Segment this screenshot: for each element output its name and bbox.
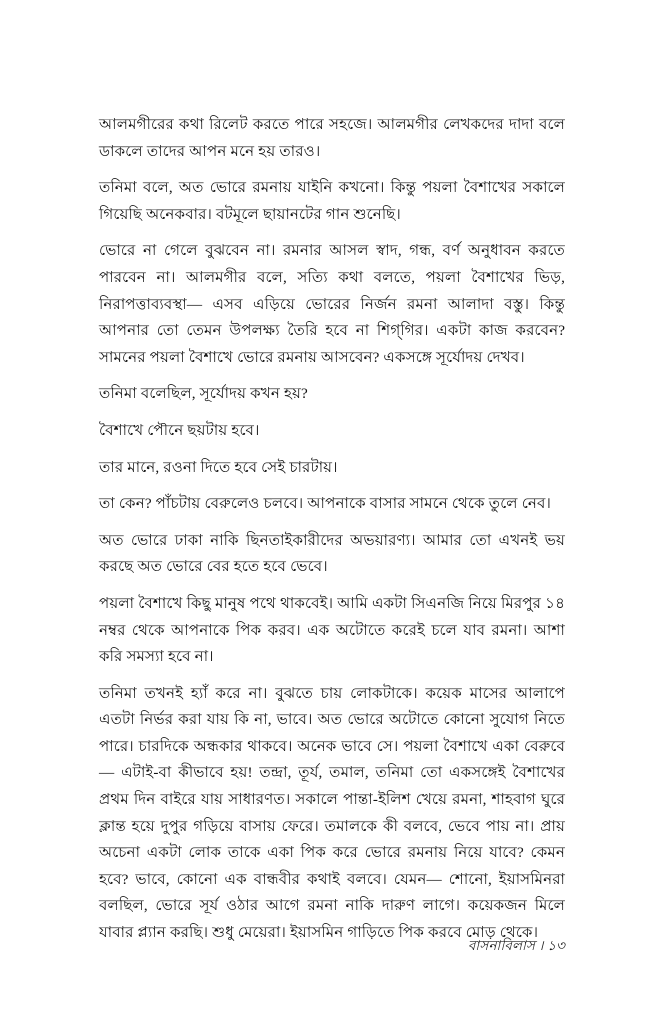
page-footer: বাসনাবিলাস । ১৩ [467,938,565,953]
paragraph: পয়লা বৈশাখে কিছু মানুষ পথে থাকবেই। আমি একটা সিএনজি নিয়ে মিরপুর ১৪ নম্বর থেকে আপনাকে পিক করব। এক অটোতে করেই চলে যাব রমনা। আশা করি সমস্যা হবে না। [99,594,565,666]
paragraph: অত ভোরে ঢাকা নাকি ছিনতাইকারীদের অভয়ারণ্য। আমার তো এখনই ভয় করছে অত ভোরে বের হতে হবে ভেবে। [99,531,565,576]
paragraph: ভোরে না গেলে বুঝবেন না। রমনার আসল স্বাদ, গন্ধ, বর্ণ অনুধাবন করতে পারবেন না। আলমগীর বলে, সত্যি কথা বলতে, পয়লা বৈশাখের ভিড়, নিরাপত্তাব্যবস্থা— এসব এড়িয়ে ভোরের নির্জন রমনা আলাদা বস্তু। কিন্তু আপনার তো তেমন উপলক্ষ্য তৈরি হবে না শিগ্‌গির। একটা কাজ করবেন? সামনের পয়লা বৈশাখে ভোরে রমনায় আসবেন? একসঙ্গে সূর্যোদয় দেখব। [99,242,565,366]
paragraph: তনিমা বলে, অত ভোরে রমনায় যাইনি কখনো। কিন্তু পয়লা বৈশাখের সকালে গিয়েছি অনেকবার। বটমূলে ছায়ানটের গান শুনেছি। [99,179,565,223]
paragraph: তা কেন? পাঁচটায় বেরুলেও চলবে। আপনাকে বাসার সামনে থেকে তুলে নেব। [99,495,551,513]
paragraph: তনিমা তখনই হ্যাঁ করে না। বুঝতে চায় লোকটাকে। কয়েক মাসের আলাপে এতটা নির্ভর করা যায় কি না, ভাবে। অত ভোরে অটোতে কোনো সুযোগ নিতে পারে। চারদিকে অন্ধকার থাকবে। অনেক ভাবে সে। পয়লা বৈশাখে একা বেরুবে— এটাই-বা কীভাবে হয়! তন্দ্রা, তূর্য, তমাল, তনিমা তো একসঙ্গেই বৈশাখের প্রথম দিন বাইরে যায় সাধারণত। সকালে পান্তা-ইলিশ খেয়ে রমনা, শাহবাগ ঘুরে ক্লান্ত হয়ে দুপুর গড়িয়ে বাসায় ফেরে। তমালকে কী বলবে, ভেবে পায় না। প্রায় অচেনা একটা লোক তাকে একা পিক করে ভোরে রমনায় নিয়ে যাবে? কেমন হবে? ভাবে, কোনো এক বান্ধবীর কথাই বলবে। যেমন— শোনো, ইয়াসমিনরা বলছিল, ভোরে সূর্য ওঠার আগে রমনা নাকি দারুণ লাগে। কয়েকজন মিলে যাবার প্ল্যান করছি। শুধু মেয়েরা। ইয়াসমিন গাড়িতে পিক করবে মোড় থেকে। [99,684,565,942]
paragraph: তার মানে, রওনা দিতে হবে সেই চারটায়। [99,458,338,476]
text-column [99,112,565,947]
paragraph: আলমগীরের কথা রিলেট করতে পারে সহজে। আলমগীর লেখকদের দাদা বলে ডাকলে তাদের আপন মনে হয় তারও। [99,116,565,160]
paragraph: বৈশাখে পৌনে ছয়টায় হবে। [99,421,260,439]
paragraph: তনিমা বলেছিল, সূর্যোদয় কখন হয়? [99,385,308,403]
